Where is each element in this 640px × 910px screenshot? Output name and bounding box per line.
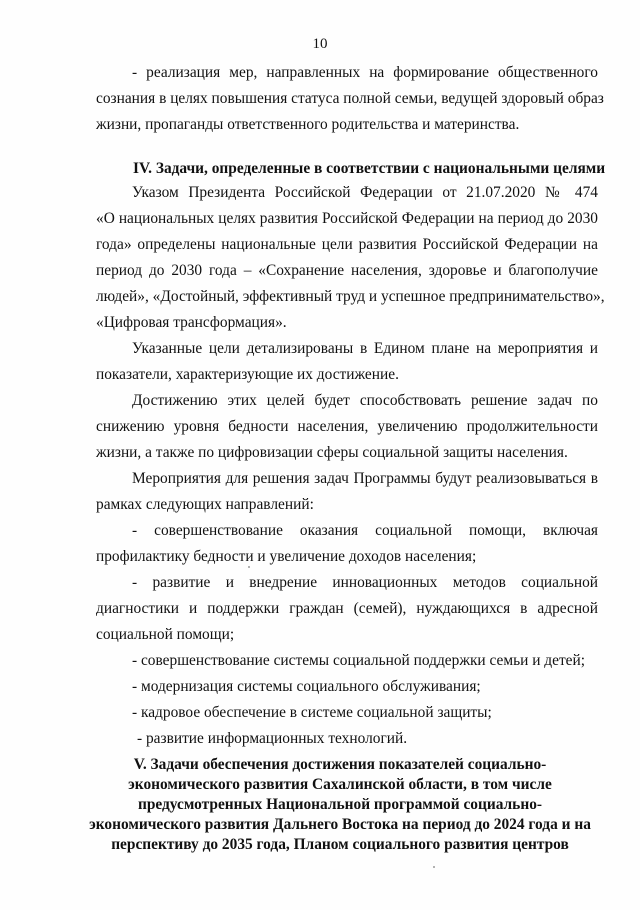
text-line: Достижению этих целей будет способствовать решение задач по xyxy=(132,392,598,409)
section-heading-v: экономического развития Дальнего Востока на период до 2024 года и на xyxy=(89,816,591,833)
text-line: Указанные цели детализированы в Едином плане на мероприятия и xyxy=(132,340,598,357)
text-line: - реализация мер, направленных на формирование общественного xyxy=(132,64,598,81)
text-line: рамках следующих направлений: xyxy=(96,496,314,513)
text-line: жизни, а также по цифровизации сферы социальной защиты населения. xyxy=(96,444,568,461)
text-line: сознания в целях повышения статуса полной семьи, ведущей здоровый образ xyxy=(96,90,604,107)
list-item: - совершенствование оказания социальной помощи, включая xyxy=(132,522,598,539)
text-line: социальной помощи; xyxy=(96,626,235,643)
text-line: людей», «Достойный, эффективный труд и успешное предпринимательство», xyxy=(96,288,605,305)
text-line: «Цифровая трансформация». xyxy=(96,314,287,331)
page-number: 10 xyxy=(312,36,328,52)
section-heading-v: экономического развития Сахалинской области, в том числе xyxy=(128,776,552,793)
text-line: диагностики и поддержки граждан (семей), нуждающихся в адресной xyxy=(96,600,598,617)
text-line: года» определены национальные цели развития Российской Федерации на xyxy=(96,236,598,253)
section-heading-v: предусмотренных Национальной программой социально- xyxy=(137,796,543,813)
list-item: - кадровое обеспечение в системе социальной защиты; xyxy=(132,704,492,721)
list-item: - развитие и внедрение инновационных методов социальной xyxy=(132,574,598,591)
list-item: - развитие информационных технологий. xyxy=(137,730,408,747)
section-heading-v: перспективу до 2035 года, Планом социального развития центров xyxy=(111,836,569,853)
list-item: - совершенствование системы социальной поддержки семьи и детей; xyxy=(132,652,586,669)
text-line: показатели, характеризующие их достижение. xyxy=(96,366,399,383)
scan-speck xyxy=(248,566,250,568)
section-heading-v: V. Задачи обеспечения достижения показателей социально- xyxy=(133,756,547,773)
section-heading-iv: IV. Задачи, определенные в соответствии с национальными целями xyxy=(133,160,606,177)
text-line: снижению уровня бедности населения, увеличению продолжительности xyxy=(96,418,598,435)
scan-speck xyxy=(433,866,435,868)
text-line: жизни, пропаганды ответственного родительства и материнства. xyxy=(96,116,520,133)
text-line: Указом Президента Российской Федерации от 21.07.2020 № 474 xyxy=(132,184,598,201)
text-line: «О национальных целях развития Российской Федерации на период до 2030 xyxy=(96,210,598,227)
text-line: период до 2030 года – «Сохранение населения, здоровье и благополучие xyxy=(96,262,598,279)
text-line: профилактику бедности и увеличение доходов населения; xyxy=(96,548,477,565)
text-line: Мероприятия для решения задач Программы будут реализовываться в xyxy=(132,470,598,487)
list-item: - модернизация системы социального обслуживания; xyxy=(132,678,481,695)
